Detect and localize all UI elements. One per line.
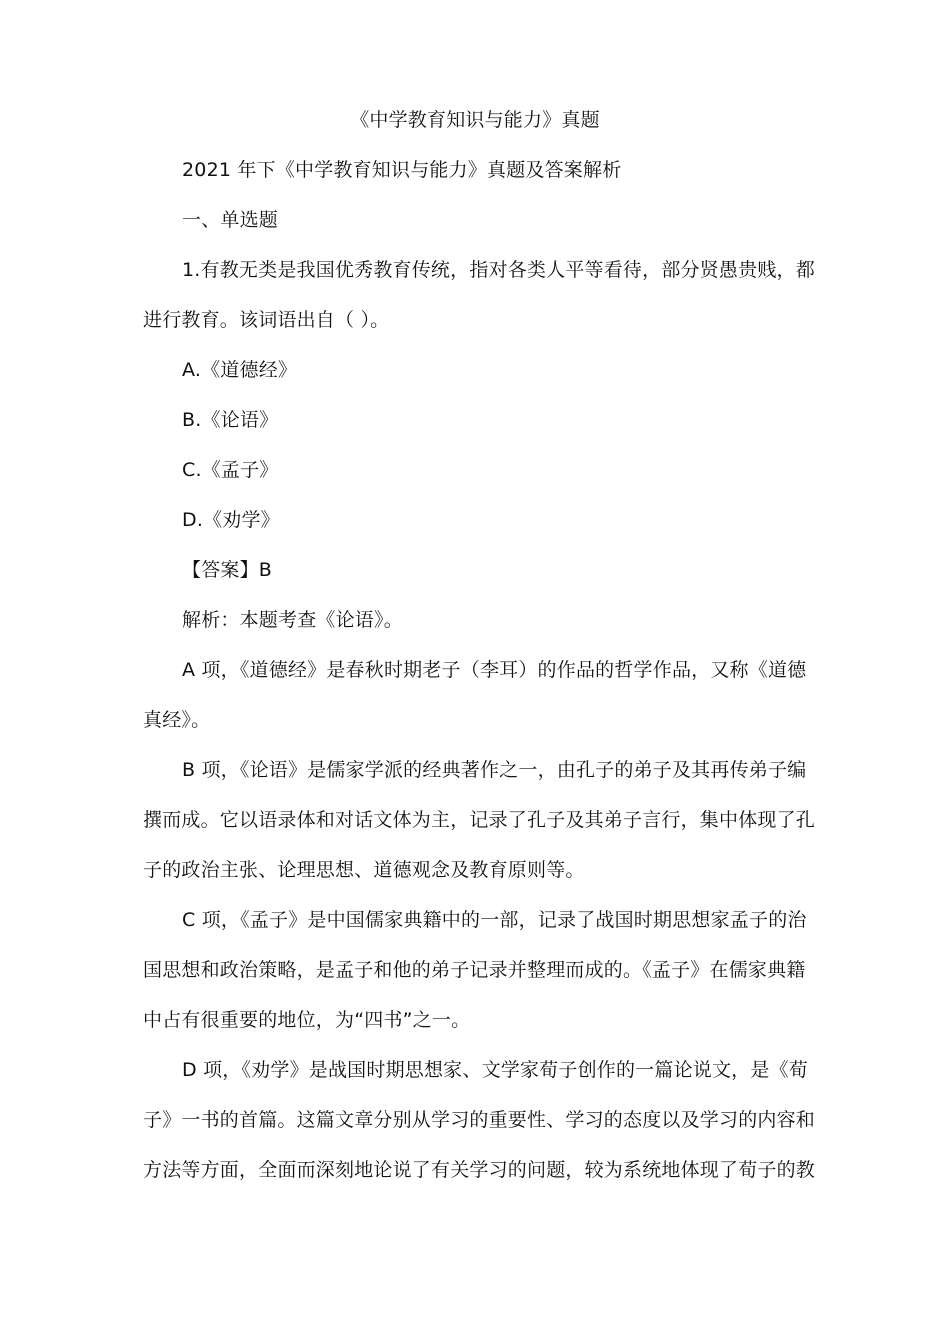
section-heading: 一、单选题	[182, 209, 279, 231]
answer: 【答案】B	[182, 559, 273, 581]
explanation-a-line-1: A 项，《道德经》是春秋时期老子（李耳）的作品的哲学作品，又称《道德	[182, 659, 807, 681]
explanation-c-line-1: C 项，《孟子》是中国儒家典籍中的一部，记录了战国时期思想家孟子的治	[182, 909, 807, 931]
explanation-b-line-1: B 项，《论语》是儒家学派的经典著作之一，由孔子的弟子及其再传弟子编	[182, 759, 807, 781]
explanation-c-line-3: 中占有很重要的地位，为“四书”之一。	[143, 1009, 471, 1031]
explanation-d-line-2: 子》一书的首篇。这篇文章分别从学习的重要性、学习的态度以及学习的内容和	[143, 1109, 816, 1131]
explanation-b-line-2: 撰而成。它以语录体和对话文体为主，记录了孔子及其弟子言行，集中体现了孔	[143, 809, 816, 831]
explanation-b-line-3: 子的政治主张、论理思想、道德观念及教育原则等。	[143, 859, 585, 881]
explanation-c-line-2: 国思想和政治策略，是孟子和他的弟子记录并整理而成的。《孟子》在儒家典籍	[143, 959, 806, 981]
document-title: 《中学教育知识与能力》真题	[350, 109, 600, 131]
explanation-d-line-3: 方法等方面，全面而深刻地论说了有关学习的问题，较为系统地体现了荀子的教	[143, 1159, 816, 1181]
analysis: 解析：本题考查《论语》。	[182, 609, 403, 631]
document-subtitle: 2021 年下《中学教育知识与能力》真题及答案解析	[182, 159, 622, 181]
option-d: D.《劝学》	[182, 509, 280, 531]
explanation-d-line-1: D 项，《劝学》是战国时期思想家、文学家荀子创作的一篇论说文，是《荀	[182, 1059, 808, 1081]
question-stem-line-1: 1.有教无类是我国优秀教育传统，指对各类人平等看待，部分贤愚贵贱，都	[182, 259, 815, 281]
explanation-a-line-2: 真经》。	[143, 709, 211, 731]
question-stem-line-2: 进行教育。该词语出自（ ）。	[143, 309, 390, 331]
option-c: C.《孟子》	[182, 459, 279, 481]
option-b: B.《论语》	[182, 409, 279, 431]
option-a: A.《道德经》	[182, 359, 298, 381]
